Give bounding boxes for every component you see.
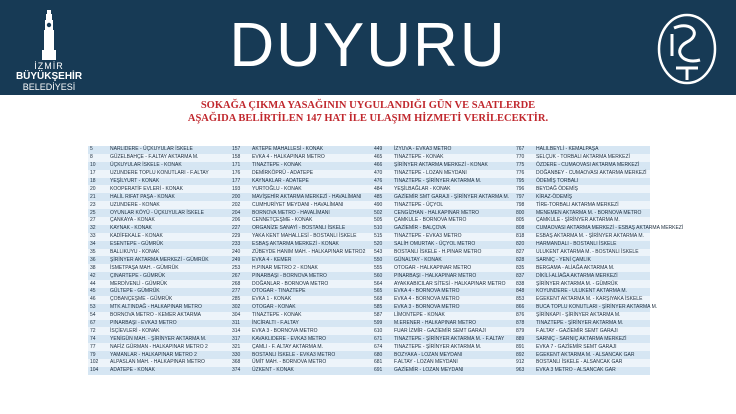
route-name-cell: EGEKENT AKTARMA M. - ALSANCAK GAR	[534, 351, 650, 359]
line-number-cell: 233	[230, 241, 250, 249]
line-number-cell: 543	[372, 249, 392, 257]
route-name-cell: TINAZTEPE - ŞİRİNYER AKTARMA M.	[392, 343, 514, 351]
line-number-cell: 876	[514, 312, 534, 320]
table-row	[88, 264, 650, 272]
table-row	[88, 233, 650, 241]
line-number-cell: 505	[372, 217, 392, 225]
line-number-cell: 10	[88, 162, 108, 170]
route-name-cell: OTOGAR - TINAZTEPE	[250, 288, 372, 296]
route-name-cell: ŞİRİNYER AKTARMA MERKEZİ - KONAK	[392, 162, 514, 170]
route-name-cell: YEŞİLBAĞLAR - KONAK	[392, 185, 514, 193]
table-row	[88, 256, 650, 264]
line-number-cell: 8	[88, 154, 108, 162]
line-number-cell: 27	[88, 217, 108, 225]
line-number-cell: 555	[372, 264, 392, 272]
route-name-cell: ULUKENT AKTARMA M. - BOSTANLI İSKELE	[534, 249, 650, 257]
table-row	[88, 359, 650, 367]
route-name-cell: MERDİVENLİ - GÜMRÜK	[108, 280, 230, 288]
route-name-cell: OYUNLAR KÖYÜ - ÜÇKUYULAR İSKELE	[108, 209, 230, 217]
line-number-cell: 827	[514, 249, 534, 257]
line-number-cell: 193	[230, 185, 250, 193]
route-name-cell: EVKA 4 - BORNOVA METRO	[392, 288, 514, 296]
route-name-cell: EVKA 4 - HALKAPINAR METRO	[250, 154, 372, 162]
logo-text-izmir: İZMİR	[34, 61, 64, 71]
route-name-cell: YENİGÜN MAH. - ŞİRİNYER AKTARMA M.	[108, 335, 230, 343]
route-name-cell: SELÇUK - TORBALI AKTARMA MERKEZİ	[534, 154, 650, 162]
table-row	[88, 320, 650, 328]
route-name-cell: EVKA 3 - BORNOVA METRO	[250, 327, 372, 335]
line-number-cell: 202	[230, 201, 250, 209]
line-number-cell: 691	[372, 367, 392, 375]
logo-text-buyuksehir: BÜYÜKŞEHİR	[15, 71, 83, 82]
route-name-cell: ESBAŞ AKTARMA MERKEZİ - KONAK	[250, 241, 372, 249]
line-number-cell: 18	[88, 178, 108, 186]
route-name-cell: BUCA TOPLU KONUTLARI - ŞİRİNYER AKTARMA M.	[536, 304, 658, 311]
line-number-cell: 835	[514, 264, 534, 272]
line-number-cell: 176	[230, 170, 250, 178]
line-number-cell: 510	[372, 225, 392, 233]
route-name-cell: ÇAMKULE - BORNOVA METRO	[392, 217, 514, 225]
table-row	[88, 154, 650, 162]
line-number-cell: 240	[230, 249, 250, 257]
line-number-cell: 680	[372, 351, 392, 359]
line-number-cell: 490	[372, 201, 392, 209]
line-number-cell: 36	[88, 256, 108, 264]
route-name-cell: NAFİZ GÜRMAN - HALKAPINAR METRO 2	[108, 343, 230, 351]
route-name-cell: TINAZTEPE - ŞİRİNYER AKTARMA M.	[534, 320, 650, 328]
line-number-cell: 23	[88, 201, 108, 209]
route-name-cell: OTOGAR - HALKAPINAR METRO	[392, 264, 514, 272]
line-number-cell: 206	[230, 217, 250, 225]
line-number-cell: 963	[514, 367, 534, 375]
line-number-cell: 35	[88, 249, 108, 257]
route-name-cell: TINAZTEPE - KONAK	[392, 154, 514, 162]
subheading-line-2: AŞAĞIDA BELİRTİLEN 147 HAT İLE ULAŞIM HİZMETİ VERİLECEKTİR.	[187, 113, 549, 124]
route-name-cell: BORNOVA METRO - HAVALİMANI	[250, 209, 372, 217]
route-name-cell: ÇAMKULE - ŞİRİNYER AKTARMA M.	[534, 217, 650, 225]
line-number-cell: 770	[514, 154, 534, 162]
line-number-cell: 321	[230, 343, 250, 351]
line-number-cell: 268	[230, 280, 250, 288]
line-number-cell: 878	[514, 320, 534, 328]
line-number-cell: 892	[514, 351, 534, 359]
route-name-cell: TINAZTEPE - LOZAN MEYDANI	[392, 170, 514, 178]
route-name-cell: ŞİRİNKAPI - ŞİRİNYER AKTARMA M.	[534, 312, 650, 320]
route-name-cell: DOĞANBEY - CUMAOVASI AKTARMA MERKEZİ	[534, 170, 650, 178]
line-number-cell: 797	[514, 193, 534, 201]
line-number-cell: 33	[88, 233, 108, 241]
route-name-cell: ALPASLAN MAH. - HALKAPINAR METRO	[108, 359, 230, 367]
line-number-cell: 470	[372, 170, 392, 178]
route-name-cell: KİRAZ-ÖDEMİŞ	[534, 193, 650, 201]
line-number-cell: 848	[514, 288, 534, 296]
table-row	[88, 280, 650, 288]
route-name-cell: GÜZELBAHÇE - F.ALTAY AKTARMA M.	[108, 154, 230, 162]
route-name-cell: CUMAOVASI AKTARMA MERKEZİ - ESBAŞ AKTARMA MERKEZİ	[536, 225, 684, 232]
route-name-cell: CENGİZHAN - HALKAPINAR METRO	[392, 209, 514, 217]
route-name-cell: KADİFEKALE - KONAK	[108, 233, 230, 241]
table-row	[88, 217, 650, 225]
route-name-cell: KAYNAK - KONAK	[108, 225, 230, 233]
route-name-cell: ÖDEMİŞ TORBALI	[534, 178, 650, 186]
route-name-cell: YURTOĞLU - KONAK	[250, 185, 372, 193]
table-row	[88, 367, 650, 375]
line-number-cell: 17	[88, 170, 108, 178]
line-number-cell: 74	[88, 335, 108, 343]
table-row	[88, 178, 650, 186]
line-number-cell: 853	[514, 296, 534, 304]
route-name-cell: BERGAMA - ALİAĞA AKTARMA M.	[534, 264, 650, 272]
line-number-cell: 564	[372, 280, 392, 288]
route-name-cell: UZUNDERE TOPLU KONUTLARI - F.ALTAY	[108, 170, 230, 178]
route-name-cell: BOSTANLI İSKELE - H.PINAR METRO	[392, 249, 514, 257]
line-number-cell: 54	[88, 312, 108, 320]
table-row	[88, 225, 650, 233]
line-number-cell: 671	[372, 335, 392, 343]
route-name-cell: ÖZDERE - CUMAOVASI AKTARMA MERKEZİ	[534, 162, 650, 170]
route-name-cell: BALLIKUYU - KONAK	[108, 249, 230, 257]
line-number-cell: 681	[372, 359, 392, 367]
line-number-cell: 828	[514, 256, 534, 264]
route-name-cell: YAKA KENT MAHALLESİ - BOSTANLI İSKELE	[250, 233, 372, 241]
line-number-cell: 838	[514, 280, 534, 288]
line-number-cell: 520	[372, 241, 392, 249]
route-name-cell: BOZYAKA - LOZAN MEYDANI	[392, 351, 514, 359]
table-row	[88, 146, 650, 154]
line-number-cell: 45	[88, 288, 108, 296]
route-name-cell: ÜÇKUYULAR İSKELE - KONAK	[108, 162, 230, 170]
route-name-cell: YEŞİLYURT - KONAK	[108, 178, 230, 186]
line-number-cell: 102	[88, 359, 108, 367]
page-title: DUYURU	[229, 11, 507, 80]
route-name-cell: FUAR İZMİR - GAZİEMİR SEMT GARAJI	[392, 327, 514, 335]
route-name-cell: SARNIÇ - YENİ ÇAMLIK	[534, 256, 650, 264]
route-name-cell: CUMHURİYET MEYDANI - HAVALİMANI	[250, 201, 372, 209]
route-name-cell: İSÇİEVLERİ - KONAK	[108, 327, 230, 335]
route-name-cell: İZYUVA - EVKA3 METRO	[392, 146, 514, 154]
route-name-cell: ÜMİT MAH. - BORNOVA METRO	[250, 359, 372, 367]
line-number-cell: 502	[372, 209, 392, 217]
route-name-cell: PINARBAŞI - HALKAPINAR METRO	[392, 272, 514, 280]
route-name-cell: ŞİRİNYER AKTARMA M. - GÜMRÜK	[534, 280, 650, 288]
line-number-cell: 157	[230, 146, 250, 154]
route-name-cell: İNCİRALTI - F.ALTAY	[250, 320, 372, 328]
table-row	[88, 170, 650, 178]
route-name-cell: GÜLTEPE - GÜMRÜK	[108, 288, 230, 296]
route-name-cell: YAMANLAR - HALKAPINAR METRO 2	[108, 351, 230, 359]
line-number-cell: 891	[514, 343, 534, 351]
route-name-cell: ORGANİZE SANAYİ - BOSTANLI İSKELE	[250, 225, 372, 233]
line-number-cell: 249	[230, 256, 250, 264]
route-name-cell: TINAZTEPE - KONAK	[250, 162, 372, 170]
route-name-cell: H.PINAR METRO 2 - KONAK	[250, 264, 372, 272]
route-name-cell: GÜNALTAY - KONAK	[392, 256, 514, 264]
route-name-cell: TİRE-TORBALI AKTARMA MERKEZİ	[534, 201, 650, 209]
line-number-cell: 795	[514, 178, 534, 186]
route-name-cell: ÇOBANÇEŞME - GÜMRÜK	[108, 296, 230, 304]
route-name-cell: TINAZTEPE - ŞİRİNYER AKTARMA M.	[392, 178, 514, 186]
line-number-cell: 476	[372, 178, 392, 186]
table-body	[88, 146, 684, 375]
line-number-cell: 818	[514, 233, 534, 241]
route-name-cell: KAYNAKLAR - ADATEPE	[250, 178, 372, 186]
line-number-cell: 42	[88, 272, 108, 280]
line-number-cell: 820	[514, 241, 534, 249]
line-number-cell: 21	[88, 193, 108, 201]
line-number-cell: 20	[88, 185, 108, 193]
route-name-cell: DEMİRKÖPRÜ - ADATEPE	[250, 170, 372, 178]
route-name-cell: KOOPERATİF EVLERİ - KONAK	[108, 185, 230, 193]
announcement-subheading	[0, 99, 736, 125]
route-name-cell: EVKA 4 - KEMER	[250, 256, 372, 264]
route-name-cell: SARNIÇ - SARNIÇ AKTARMA MERKEZİ	[534, 335, 650, 343]
line-number-cell: 800	[514, 209, 534, 217]
route-name-cell: İSMETPAŞA MAH. - GÜMRÜK	[108, 264, 230, 272]
line-number-cell: 374	[230, 367, 250, 375]
line-number-cell: 866	[514, 304, 534, 312]
line-number-cell: 200	[230, 193, 250, 201]
table-row	[88, 209, 650, 217]
table-row	[88, 241, 650, 249]
line-number-cell: 46	[88, 296, 108, 304]
line-number-cell: 158	[230, 154, 250, 162]
line-number-cell: 79	[88, 351, 108, 359]
line-number-cell: 229	[230, 233, 250, 241]
line-number-cell: 879	[514, 327, 534, 335]
line-number-cell: 25	[88, 209, 108, 217]
line-number-cell: 767	[514, 146, 534, 154]
route-name-cell: ŞİRİNYER AKTARMA MERKEZİ - GÜMRÜK	[108, 256, 230, 264]
table-row	[88, 249, 650, 257]
line-number-cell: 796	[514, 185, 534, 193]
route-name-cell: NARLIDERE - ÜÇKUYULAR İSKELE	[108, 146, 230, 154]
line-number-cell: 912	[514, 359, 534, 367]
route-name-cell: KOYUNDERE - ULUKENT AKTARMA M.	[534, 288, 650, 296]
line-number-cell: 227	[230, 225, 250, 233]
line-number-cell: 267	[230, 272, 250, 280]
route-name-cell: F.ALTAY - LOZAN MEYDANI	[392, 359, 514, 367]
line-number-cell: 314	[230, 327, 250, 335]
route-name-cell: GAZİEMİR SMT GARAJI - ŞİRİNYER AKTARMA M.	[392, 193, 514, 201]
line-number-cell: 808	[514, 225, 534, 233]
route-name-cell: AYAKKABICILAR SİTESİ - HALKAPINAR METRO	[392, 280, 514, 288]
route-name-cell: HARMANDALI - BOSTANLI İSKELE	[534, 241, 650, 249]
route-name-cell: TINAZTEPE - ÜÇYOL	[392, 201, 514, 209]
route-name-cell: ÇINARTEPE - GÜMRÜK	[108, 272, 230, 280]
line-number-cell: 204	[230, 209, 250, 217]
table-row	[88, 162, 650, 170]
line-number-cell: 5	[88, 146, 108, 154]
route-name-cell: OTOGAR - KONAK	[250, 304, 372, 312]
route-name-cell: PINARBAŞI - BORNOVA METRO	[250, 272, 372, 280]
line-number-cell: 805	[514, 217, 534, 225]
line-number-cell: 304	[230, 312, 250, 320]
line-number-cell: 277	[230, 288, 250, 296]
line-number-cell: 44	[88, 280, 108, 288]
table-row	[88, 304, 650, 312]
route-name-cell: ESBAŞ AKTARMA M. - ŞİRİNYER AKTARMA M.	[534, 233, 650, 241]
line-number-cell: 775	[514, 162, 534, 170]
route-name-cell: HALILBEYLİ - KEMALPAŞA	[534, 146, 650, 154]
line-number-cell: 368	[230, 359, 250, 367]
line-number-cell: 466	[372, 162, 392, 170]
table-row	[88, 327, 650, 335]
line-number-cell: 32	[88, 225, 108, 233]
route-name-cell: DİKİLİ-ALİAĞA AKTARMA MERKEZİ	[534, 272, 650, 280]
line-number-cell: 515	[372, 233, 392, 241]
route-name-cell: UZUNDERE - KONAK	[108, 201, 230, 209]
line-number-cell: 798	[514, 201, 534, 209]
route-name-cell: MAVİŞEHİR AKTARMA MERKEZİ - HAVALİMANI	[250, 193, 372, 201]
line-number-cell: 889	[514, 335, 534, 343]
line-number-cell: 34	[88, 241, 108, 249]
line-number-cell: 72	[88, 327, 108, 335]
line-number-cell: 38	[88, 264, 108, 272]
route-name-cell: GAZİEMİR - BALÇOVA	[392, 225, 514, 233]
line-number-cell: 837	[514, 272, 534, 280]
route-name-cell: DOĞANLAR - BORNOVA METRO	[250, 280, 372, 288]
table-row	[88, 201, 650, 209]
route-name-cell: EVKA 3 METRO - ALSANCAK GAR	[534, 367, 650, 375]
route-name-cell: GAZİEMİR - LOZAN MEYDANI	[392, 367, 514, 375]
line-number-cell: 67	[88, 320, 108, 328]
route-name-cell: EVKA 7 - GAZİEMİR SEMT GARAJI	[534, 343, 650, 351]
route-name-cell: TINAZTEPE - KONAK	[250, 312, 372, 320]
route-name-cell: HALİL RIFAT PAŞA - KONAK	[108, 193, 230, 201]
route-name-cell: EVKA 4 - BORNOVA METRO	[392, 296, 514, 304]
table-row	[88, 296, 650, 304]
route-name-cell: BOSTANLI İSKELE - EVKA3 METRO	[250, 351, 372, 359]
line-number-cell: 585	[372, 304, 392, 312]
route-name-cell: F.ALTAY - GAZİEMİR SEMT GARAJI	[534, 327, 650, 335]
line-number-cell: 104	[88, 367, 108, 375]
route-name-cell: BEYDAĞ ÖDEMİŞ	[534, 185, 650, 193]
line-number-cell: 449	[372, 146, 392, 154]
line-number-cell: 565	[372, 288, 392, 296]
line-number-cell: 776	[514, 170, 534, 178]
esot-monogram-icon	[652, 10, 722, 88]
route-name-cell: ADATEPE - KONAK	[108, 367, 230, 375]
line-number-cell: 53	[88, 304, 108, 312]
route-name-cell: ZÜBEYDE HANIM MAH. - HALKAPINAR METRO2	[250, 249, 372, 257]
header-banner	[0, 0, 736, 95]
line-number-cell: 302	[230, 304, 250, 312]
bus-lines-table-wrapper	[88, 146, 684, 414]
line-number-cell: 465	[372, 154, 392, 162]
route-name-cell: SALİH OMURTAK - ÜÇYOL METRO	[392, 241, 514, 249]
route-name-cell: TINAZTEPE - EVKA3 METRO	[392, 233, 514, 241]
table-row	[88, 185, 650, 193]
route-name-cell: AKTEPE MAHALLESİ - KONAK	[250, 146, 372, 154]
line-number-cell: 317	[230, 335, 250, 343]
route-name-cell: EVKA 3 - BORNOVA METRO	[392, 304, 514, 312]
route-name-cell: EVKA 1 - KONAK	[250, 296, 372, 304]
line-number-cell: 674	[372, 343, 392, 351]
line-number-cell: 610	[372, 327, 392, 335]
route-name-cell: BORNOVA METRO - KEMER AKTARMA	[108, 312, 230, 320]
table-row	[88, 288, 650, 296]
line-number-cell: 177	[230, 178, 250, 186]
line-number-cell: 587	[372, 312, 392, 320]
route-name-cell: ÇAMLI - F. ALTAY AKTARMA M.	[250, 343, 372, 351]
route-name-cell: PINARBAŞI - EVKA3 METRO	[108, 320, 230, 328]
route-name-cell: ÇANKAYA - KONAK	[108, 217, 230, 225]
line-number-cell: 330	[230, 351, 250, 359]
route-name-cell: ÜZKENT - KONAK	[250, 367, 372, 375]
line-number-cell: 550	[372, 256, 392, 264]
route-name-cell: MTK ALTINDAĞ - HALKAPINAR METRO	[108, 304, 230, 312]
table-row	[88, 335, 650, 343]
route-name-cell: ESENTEPE - GÜMRÜK	[108, 241, 230, 249]
logo-text-belediyesi: BELEDİYESİ	[22, 82, 76, 92]
table-row	[88, 351, 650, 359]
line-number-cell: 485	[372, 193, 392, 201]
line-number-cell: 484	[372, 185, 392, 193]
route-name-cell: MENEMEN AKTARMA M. - BORNOVA METRO	[534, 209, 650, 217]
line-number-cell: 311	[230, 320, 250, 328]
table-row	[88, 193, 650, 201]
table-row	[88, 272, 650, 280]
route-name-cell: BOSTANLI İSKELE - ALSANCAK GAR	[534, 359, 650, 367]
line-number-cell: 568	[372, 296, 392, 304]
line-number-cell: 560	[372, 272, 392, 280]
table-row	[88, 343, 650, 351]
route-name-cell: CENNETÇEŞME - KONAK	[250, 217, 372, 225]
route-name-cell: TINAZTEPE - ŞİRİNYER AKTARMA M. - F.ALTAY	[392, 335, 514, 343]
route-name-cell: M.ERENER - HALKAPINAR METRO	[392, 320, 514, 328]
line-number-cell: 285	[230, 296, 250, 304]
line-number-cell: 77	[88, 343, 108, 351]
bus-lines-table	[88, 146, 684, 375]
line-number-cell: 253	[230, 264, 250, 272]
subheading-line-1: SOKAĞA ÇIKMA YASAĞININ UYGULANDIĞI GÜN VE SAATLERDE	[200, 100, 536, 111]
table-row	[88, 312, 650, 320]
route-name-cell: KAVAKLIDERE - EVKA3 METRO	[250, 335, 372, 343]
line-number-cell: 599	[372, 320, 392, 328]
route-name-cell: LİMONTEPE - KONAK	[392, 312, 514, 320]
route-name-cell: EGEKENT AKTARMA M. - KARŞIYAKA İSKELE	[534, 296, 650, 304]
line-number-cell: 171	[230, 162, 250, 170]
